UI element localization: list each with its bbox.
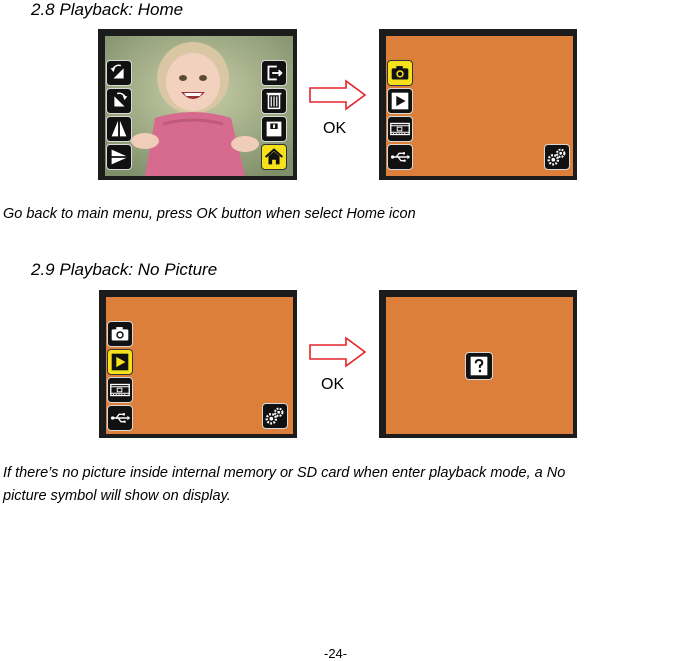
camera-icon[interactable] <box>387 60 413 86</box>
play-icon[interactable] <box>107 349 133 375</box>
flip-vertical-icon[interactable] <box>106 116 132 142</box>
section-heading-home: 2.8 Playback: Home <box>31 0 184 19</box>
gears-icon[interactable] <box>544 144 570 170</box>
page-number: -24- <box>324 646 348 661</box>
exit-icon[interactable] <box>261 60 287 86</box>
save-icon[interactable] <box>261 116 287 142</box>
arrow-icon <box>309 79 367 111</box>
section-heading-no-picture: 2.9 Playback: No Picture <box>31 260 218 279</box>
usb-icon[interactable] <box>387 144 413 170</box>
ok-label: OK <box>323 120 347 137</box>
gears-icon[interactable] <box>262 403 288 429</box>
caption-no-picture-line2: picture symbol will show on display. <box>3 488 231 504</box>
flip-horizontal-icon[interactable] <box>106 144 132 170</box>
delete-icon[interactable] <box>261 88 287 114</box>
play-icon[interactable] <box>387 88 413 114</box>
caption-no-picture-line1: If there’s no picture inside internal memory or SD card when enter playback mode, a No <box>3 465 566 481</box>
ok-label: OK <box>321 376 345 393</box>
rotate-right-icon[interactable] <box>106 88 132 114</box>
play-selected-screen <box>99 290 297 438</box>
main-menu-screen <box>379 29 577 180</box>
question-mark-icon <box>465 352 493 380</box>
film-icon[interactable] <box>387 116 413 142</box>
camera-icon[interactable] <box>107 321 133 347</box>
playback-screen <box>98 29 297 180</box>
arrow-icon <box>309 336 367 368</box>
film-icon[interactable] <box>107 377 133 403</box>
rotate-left-icon[interactable] <box>106 60 132 86</box>
usb-icon[interactable] <box>107 405 133 431</box>
no-picture-screen <box>379 290 577 438</box>
caption-home: Go back to main menu, press OK button when select Home icon <box>3 206 416 222</box>
home-icon[interactable] <box>261 144 287 170</box>
